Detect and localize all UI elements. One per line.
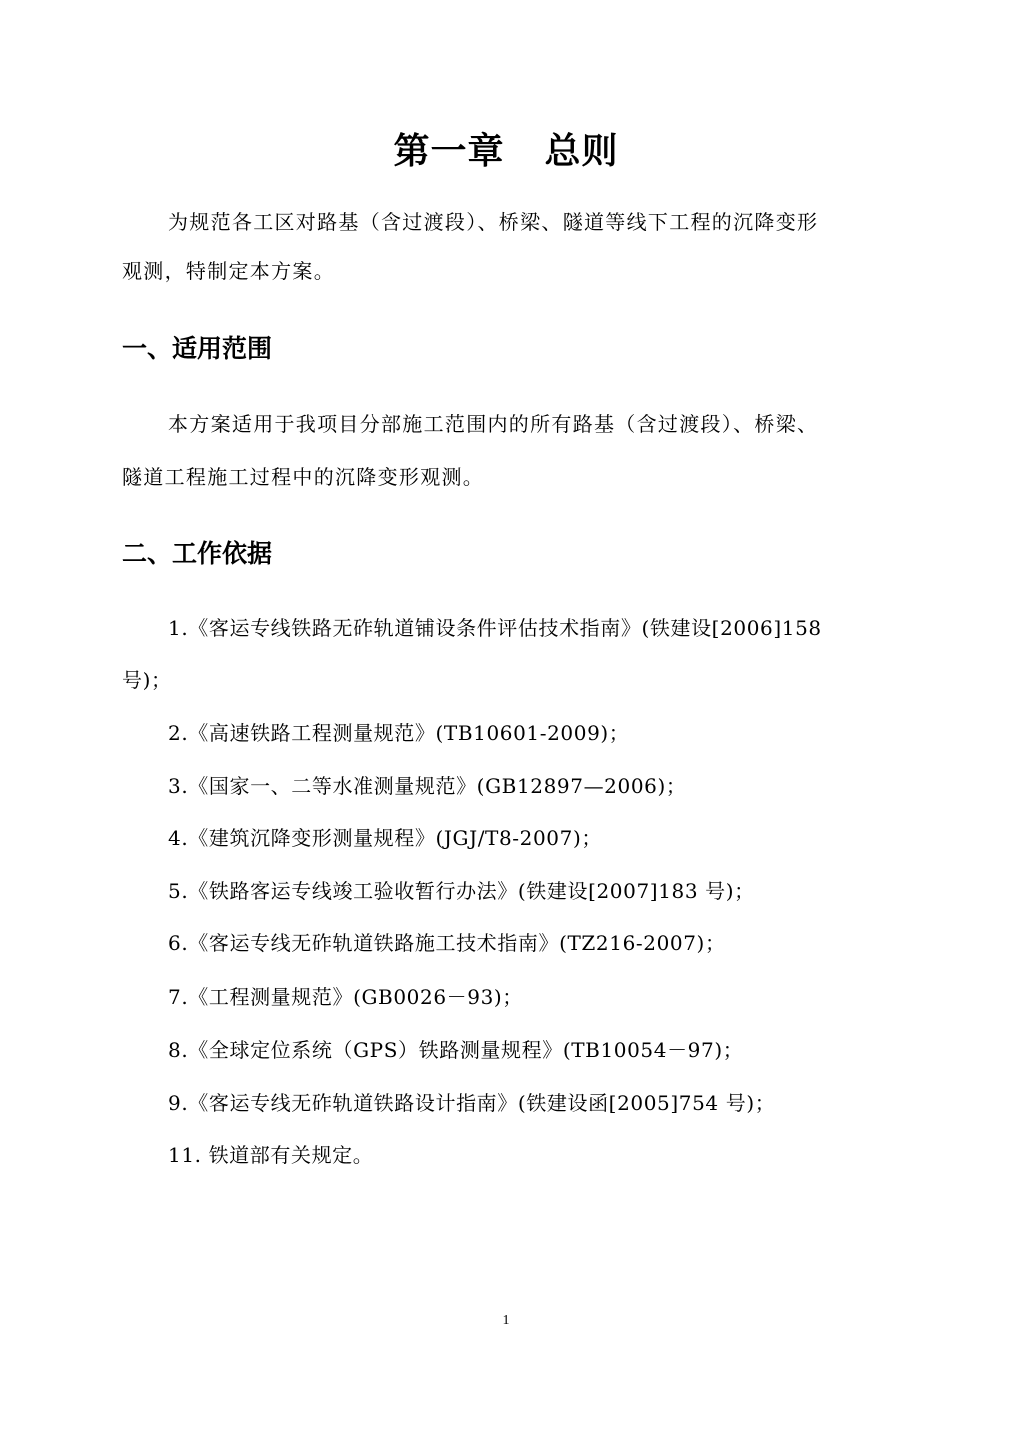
basis-item-7: 7.《工程测量规范》(GB0026－93)； xyxy=(168,985,523,1009)
scope-line-2: 隧道工程施工过程中的沉降变形观测。 xyxy=(122,465,485,489)
basis-item-11: 11. 铁道部有关规定。 xyxy=(168,1143,374,1167)
chapter-name: 总则 xyxy=(544,131,619,172)
basis-item-6: 6.《客运专线无砟轨道铁路施工技术指南》(TZ216-2007)； xyxy=(168,931,726,955)
scope-line-1: 本方案适用于我项目分部施工范围内的所有路基（含过渡段）、桥梁、 xyxy=(168,412,819,436)
section-heading-scope: 一、适用范围 xyxy=(122,334,273,363)
intro-line-1: 为规范各工区对路基（含过渡段）、桥梁、隧道等线下工程的沉降变形 xyxy=(168,210,819,234)
basis-item-2: 2.《高速铁路工程测量规范》(TB10601-2009)； xyxy=(168,721,630,745)
chapter-title xyxy=(0,126,1012,178)
intro-line-2: 观测，特制定本方案。 xyxy=(122,259,335,283)
basis-item-8: 8.《全球定位系统（GPS）铁路测量规程》(TB10054－97)； xyxy=(168,1038,744,1062)
basis-item-5: 5.《铁路客运专线竣工验收暂行办法》(铁建设[2007]183 号)； xyxy=(168,879,755,903)
basis-item-3: 3.《国家一、二等水准测量规范》(GB12897—2006)； xyxy=(168,774,687,798)
page-number: 1 xyxy=(502,1313,510,1328)
basis-item-1-continuation: 号)； xyxy=(122,668,172,692)
basis-item-4: 4.《建筑沉降变形测量规程》(JGJ/T8-2007)； xyxy=(168,826,602,850)
chapter-number: 第一章 xyxy=(393,131,505,172)
basis-item-9: 9.《客运专线无砟轨道铁路设计指南》(铁建设函[2005]754 号)； xyxy=(168,1091,776,1115)
basis-item-1: 1.《客运专线铁路无砟轨道铺设条件评估技术指南》(铁建设[2006]158 xyxy=(168,616,822,640)
section-heading-basis: 二、工作依据 xyxy=(122,539,273,568)
